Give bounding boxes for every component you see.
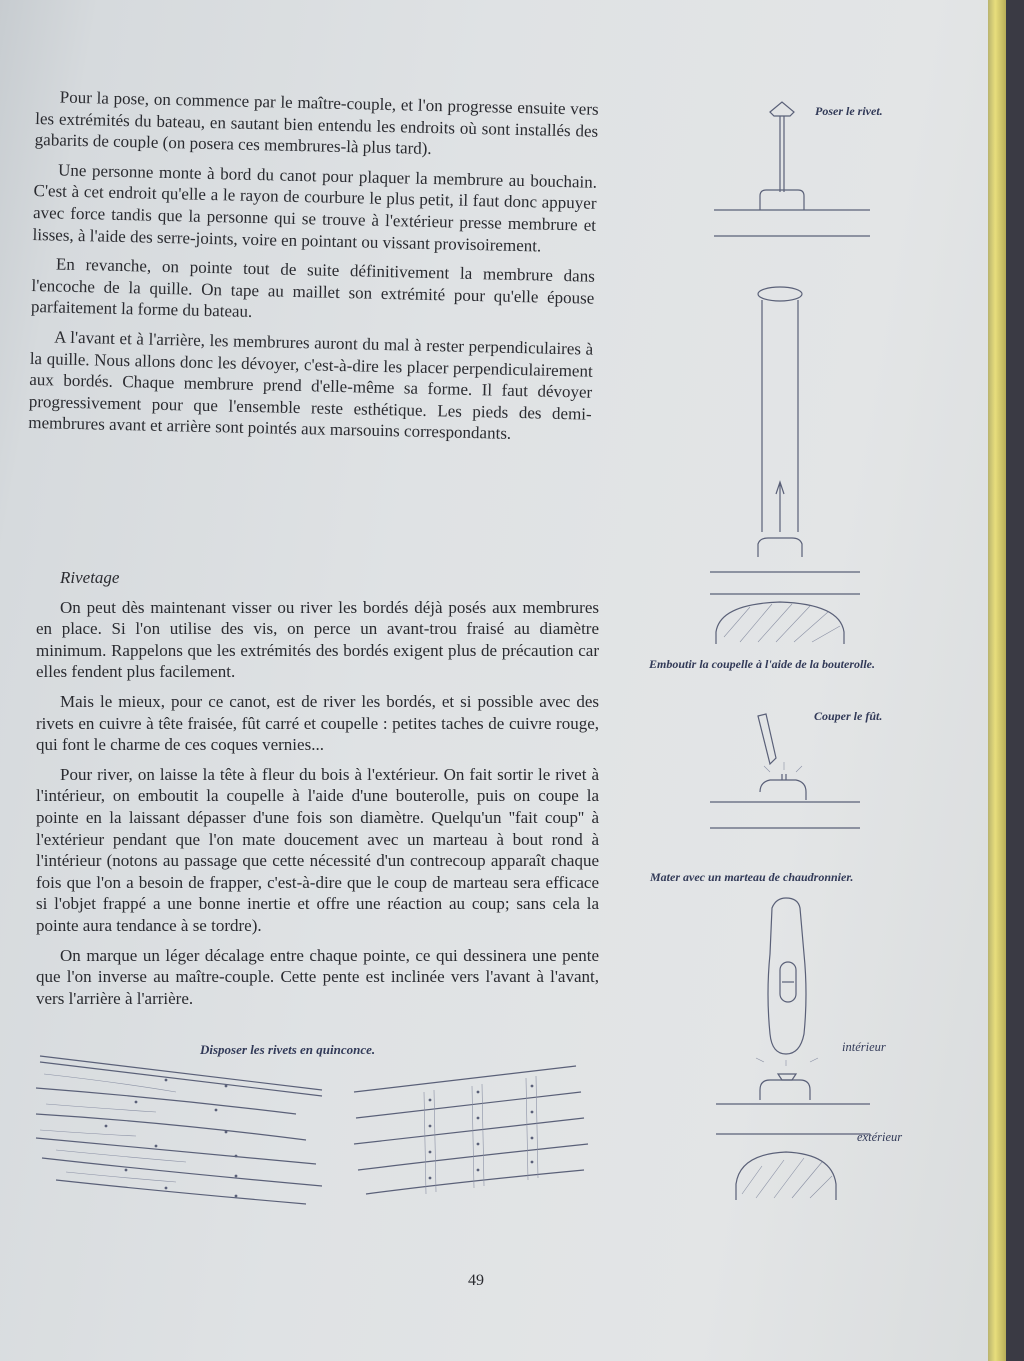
figure-emboutir [700, 282, 880, 652]
paragraph: On marque un léger décalage entre chaque pointe, ce qui dessinera une pente que l'on inverse au maître-couple. Cette pente est inclinée vers l'avant à l'avant, vers l'arrière à l'arrière. [36, 945, 599, 1008]
figure-poser-rivet [700, 100, 880, 240]
paragraph: En revanche, on pointe tout de suite définitivement la membrure dans l'encoche de la quille. On tape au maillet son extrémité pour qu'elle épouse parfaitement la forme du bateau. [30, 254, 596, 322]
figure-rivets-quinconce [36, 1052, 606, 1212]
paragraph: A l'avant et à l'arrière, les membrures auront du mal à rester perpendiculaires à la quille. Nous allons donc les dévoyer, c'est-à-dire les placer perpendiculairement aux bordés. Chaque membrure prend d'elle-même sa forme. Il faut dévoyer progressivement pour que l'ensemble reste esthétique. Les pieds des demi-membrures avant et arrière sont pointés aux marsouins correspondants. [28, 327, 594, 444]
section-heading: Rivetage [60, 568, 120, 587]
paragraph: Pour la pose, on commence par le maître-couple, et l'on progresse ensuite vers les extrémités du bateau, en sautant bien entendu les endroits où sont installés des gabarits de couple (on posera ces membrures-là plus tard). [34, 87, 599, 159]
caption-quinconce: Disposer les rivets en quinconce. [200, 1042, 376, 1057]
label-interieur: intérieur [842, 1040, 886, 1054]
page-edge [988, 0, 1006, 1361]
caption-mater: Mater avec un marteau de chaudronnier. [650, 870, 854, 884]
caption-poser: Poser le rivet. [815, 104, 883, 118]
text-block-top [28, 86, 599, 455]
paragraph: Une personne monte à bord du canot pour plaquer la membrure au bouchain. C'est à cet endroit qu'elle a le rayon de courbure le plus petit, il faut donc appuyer avec force tandis que la personne qui se trouve à l'extérieur presse membrure et lisses, à l'aide des serre-joints, voire en pointant ou vissant provisoirement. [32, 160, 598, 256]
paragraph: Mais le mieux, pour ce canot, est de river les bordés, et si possible avec des rivets en cuivre à tête fraisée, fût carré et coupelle : petites taches de cuivre rouge, qui font le charme de ces coques vernies... [36, 691, 599, 755]
caption-emboutir: Emboutir la coupelle à l'aide de la bouterolle. [649, 657, 875, 671]
label-exterieur: extérieur [857, 1130, 903, 1144]
text-block-rivetage [36, 567, 599, 1017]
paragraph: Pour river, on laisse la tête à fleur du bois à l'extérieur. On fait sortir le rivet à l'intérieur, on emboutit la coupelle à l'aide d'une bouterolle, puis on coupe la pointe en la laissant dépasser d'une fois son diamètre. Quelqu'un ''fait coup'' à l'extérieur pendant que l'on mate doucement avec un marteau à bout rond à l'intérieur (notons au passage que cette nécessité d'un contrecoup apparaît chaque fois que l'on a besoin de frapper, c'est-à-dire que le coup de marteau sera efficace si l'objet frappé a une bonne inertie et offre une réaction au coup; sans cela la pointe aura tendance à se tordre). [36, 764, 599, 935]
page-number: 49 [468, 1272, 484, 1289]
paragraph: On peut dès maintenant visser ou river les bordés déjà posés aux membrures en place. Si l'on utilise des vis, on perce un avant-trou fraisé au diamètre minimum. Rappelons que les extrémités des bordés exigent plus de précaution car elles fendent plus facilement. [36, 597, 599, 682]
figure-couper-fut [700, 712, 880, 842]
caption-couper: Couper le fût. [814, 709, 883, 723]
